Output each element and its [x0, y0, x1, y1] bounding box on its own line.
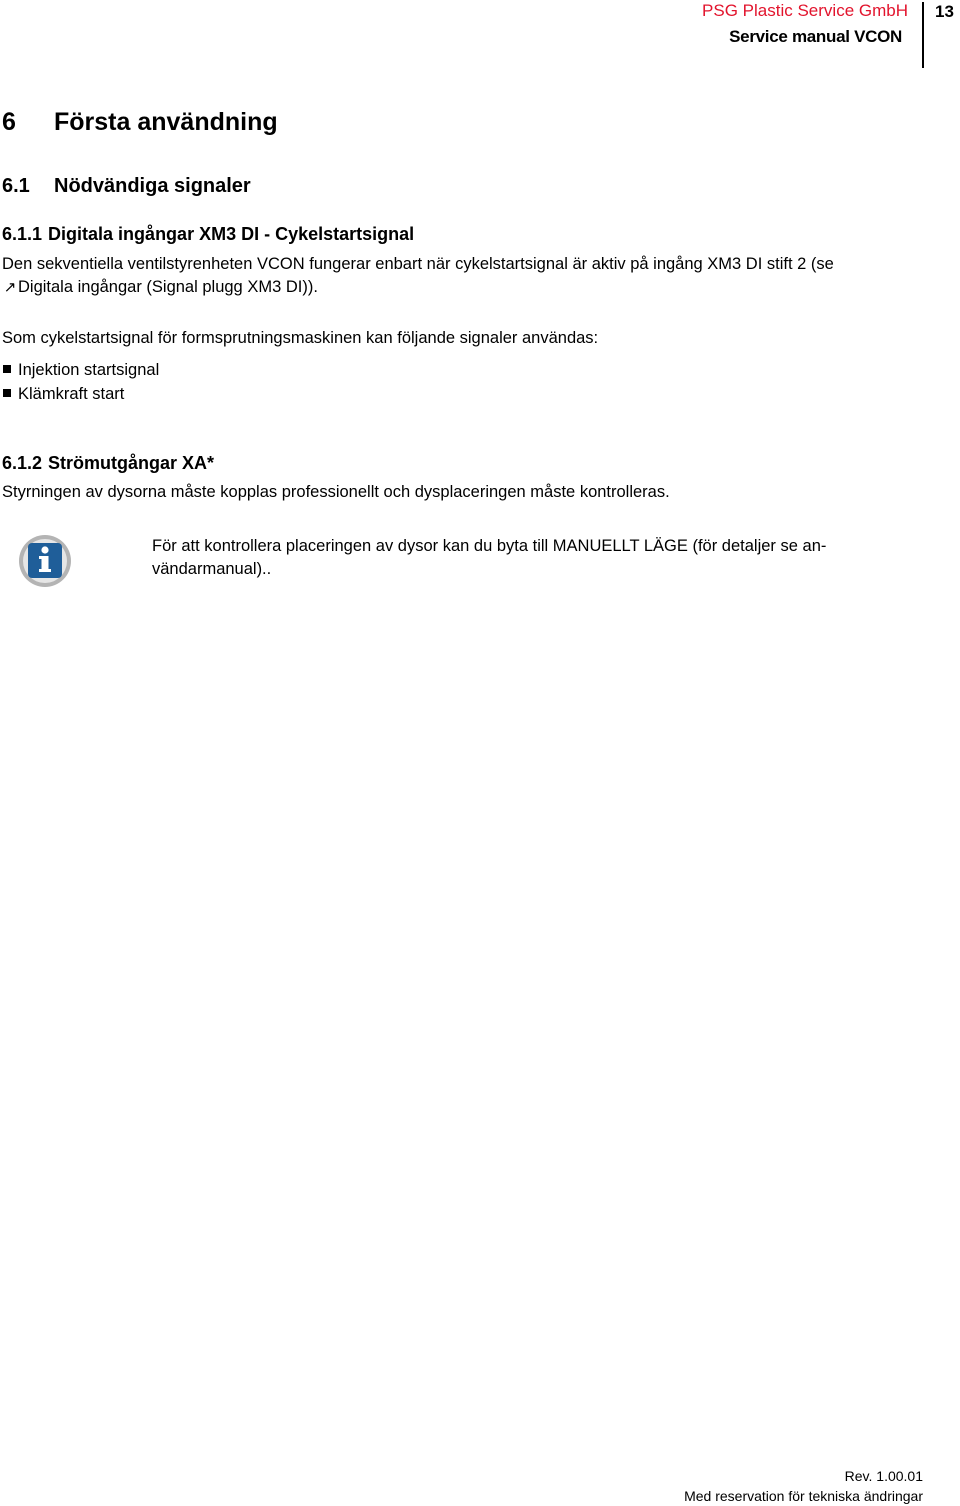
- digital-inputs-number: 6.1.1: [2, 224, 43, 244]
- digital-inputs-paragraph-line2: [2, 278, 318, 297]
- note-text-line1: För att kontrollera placeringen av dysor kan du byta till MANUELLT LÄGE (för detaljer se an-: [152, 537, 827, 555]
- list-item: [3, 385, 124, 404]
- note-text-line2: vändarmanual)..: [152, 560, 272, 578]
- xref-link[interactable]: Digitala ingångar (Signal plugg XM3 DI): [18, 278, 308, 296]
- digital-inputs-paragraph-line1: Den sekventiella ventilstyrenheten VCON fungerar enbart när cykelstartsignal är aktiv på ingång XM3 DI stift 2 (se: [2, 255, 834, 273]
- info-icon: [18, 534, 72, 588]
- subsection-heading: [2, 175, 251, 198]
- paragraph-suffix: ).: [307, 278, 318, 296]
- footer-revision: Rev. 1.00.01: [844, 1468, 923, 1484]
- list-item-label: Injektion startsignal: [18, 361, 160, 379]
- section-title: Första användning: [54, 108, 278, 136]
- section-number: 6: [2, 108, 16, 136]
- list-item: [3, 361, 159, 380]
- current-outputs-title: Strömutgångar XA*: [48, 453, 215, 473]
- signals-intro: Som cykelstartsignal för formsprutningsmaskinen kan följande signaler användas:: [2, 329, 599, 347]
- manual-title: Service manual VCON: [729, 27, 902, 46]
- digital-inputs-title: Digitala ingångar XM3 DI - Cykelstartsignal: [48, 224, 415, 244]
- company-name: PSG Plastic Service GmbH: [702, 1, 908, 20]
- bullet-square-icon: [3, 365, 11, 373]
- subsection-title: Nödvändiga signaler: [54, 175, 251, 197]
- info-note: [152, 535, 927, 581]
- external-link-arrow-icon: ↗: [3, 279, 17, 296]
- footer-disclaimer: Med reservation för tekniska ändringar: [684, 1488, 923, 1504]
- page-number: 13: [935, 2, 954, 21]
- current-outputs-paragraph: Styrningen av dysorna måste kopplas professionellt och dysplaceringen måste kontrolleras.: [2, 483, 670, 501]
- current-outputs-heading: [2, 453, 214, 474]
- section-heading: [2, 108, 278, 137]
- current-outputs-number: 6.1.2: [2, 453, 43, 473]
- digital-inputs-heading: [2, 224, 414, 245]
- list-item-label: Klämkraft start: [18, 385, 125, 403]
- subsection-number: 6.1: [2, 175, 30, 197]
- bullet-square-icon: [3, 389, 11, 397]
- header-divider: [922, 2, 924, 68]
